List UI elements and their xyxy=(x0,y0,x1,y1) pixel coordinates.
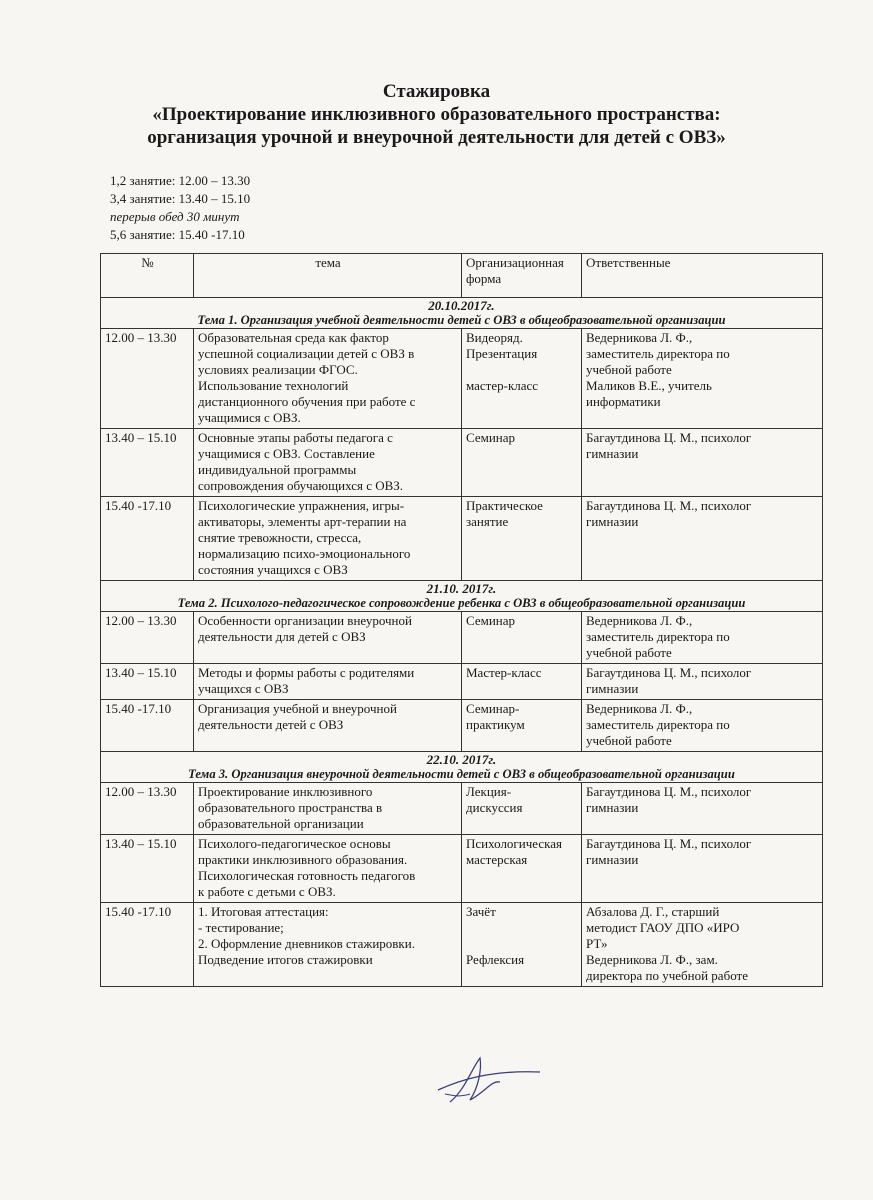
row-responsible-line: Багаутдинова Ц. М., психолог xyxy=(586,498,752,513)
row-topic-line: нормализацию психо-эмоционального xyxy=(198,546,411,561)
row-responsible xyxy=(582,783,823,835)
row-responsible xyxy=(582,835,823,903)
row-responsible-line: методист ГАОУ ДПО «ИРО xyxy=(586,920,740,935)
row-topic xyxy=(194,700,462,752)
row-responsible-line: Багаутдинова Ц. М., психолог xyxy=(586,665,752,680)
row-topic-line: деятельности детей с ОВЗ xyxy=(198,717,344,732)
day-header-row xyxy=(101,752,823,783)
row-responsible-line: заместитель директора по xyxy=(586,629,730,644)
row-time: 13.40 – 15.10 xyxy=(101,429,194,497)
title-line-2: «Проектирование инклюзивного образовательного пространства: xyxy=(152,104,721,125)
row-topic-line: Психолого-педагогическое основы xyxy=(198,836,391,851)
row-responsible-line: РТ» xyxy=(586,936,608,951)
row-form-line xyxy=(466,362,578,378)
row-topic-line: состояния учащихся с ОВЗ xyxy=(198,562,348,577)
table-row xyxy=(101,903,823,987)
row-time: 15.40 -17.10 xyxy=(101,903,194,987)
table-row xyxy=(101,329,823,429)
row-responsible-line: Багаутдинова Ц. М., психолог xyxy=(586,430,752,445)
row-time: 12.00 – 13.30 xyxy=(101,612,194,664)
day-theme: Тема 2. Психолого-педагогическое сопровождение ребенка с ОВЗ в общеобразовательной организации xyxy=(177,596,746,610)
row-responsible-line: гимназии xyxy=(586,852,639,867)
row-topic xyxy=(194,783,462,835)
row-topic-line: деятельности для детей с ОВЗ xyxy=(198,629,366,644)
table-row xyxy=(101,700,823,752)
schedule-block xyxy=(110,172,250,244)
day-header-cell xyxy=(101,298,823,329)
row-responsible-line: Абзалова Д. Г., старший xyxy=(586,904,720,919)
row-topic-line: Использование технологий xyxy=(198,378,349,393)
title-line-3: организация урочной и внеурочной деятельности для детей с ОВЗ» xyxy=(147,127,726,148)
day-header-cell xyxy=(101,581,823,612)
row-topic-line: индивидуальной программы xyxy=(198,462,357,477)
row-form-line: мастерская xyxy=(466,852,528,867)
row-topic-line: Основные этапы работы педагога с xyxy=(198,430,393,445)
row-topic-line: дистанционного обучения при работе с xyxy=(198,394,416,409)
row-topic-line: Подведение итогов стажировки xyxy=(198,952,373,967)
row-time: 12.00 – 13.30 xyxy=(101,329,194,429)
schedule-lunch-break: перерыв обед 30 минут xyxy=(110,209,240,224)
row-topic-line: сопровождения обучающихся с ОВЗ. xyxy=(198,478,404,493)
row-form-line xyxy=(466,936,578,952)
program-table xyxy=(100,253,823,987)
row-topic-line: учащимися с ОВЗ. xyxy=(198,410,301,425)
row-responsible-line: Ведерникова Л. Ф., xyxy=(586,701,693,716)
row-responsible-line: гимназии xyxy=(586,446,639,461)
row-topic-line: Психологическая готовность педагогов xyxy=(198,868,416,883)
table-row xyxy=(101,664,823,700)
row-form-line: занятие xyxy=(466,514,509,529)
day-date: 20.10.2017г. xyxy=(428,298,495,313)
row-topic-line: успешной социализации детей с ОВЗ в xyxy=(198,346,415,361)
row-form-line: Зачёт xyxy=(466,904,496,919)
row-topic-line: условиях реализации ФГОС. xyxy=(198,362,358,377)
row-responsible-line: гимназии xyxy=(586,800,639,815)
row-responsible-line: информатики xyxy=(586,394,661,409)
day-theme: Тема 1. Организация учебной деятельности детей с ОВЗ в общеобразовательной организации xyxy=(197,313,726,327)
row-time: 15.40 -17.10 xyxy=(101,700,194,752)
row-responsible-line: учебной работе xyxy=(586,362,672,377)
row-responsible-line: заместитель директора по xyxy=(586,346,730,361)
row-topic-line: образовательной организации xyxy=(198,816,364,831)
row-time: 12.00 – 13.30 xyxy=(101,783,194,835)
row-responsible-line: гимназии xyxy=(586,681,639,696)
row-topic xyxy=(194,612,462,664)
row-responsible xyxy=(582,903,823,987)
day-header-row xyxy=(101,581,823,612)
row-responsible xyxy=(582,429,823,497)
row-topic xyxy=(194,903,462,987)
row-topic-line: практики инклюзивного образования. xyxy=(198,852,408,867)
row-topic xyxy=(194,497,462,581)
row-responsible-line: Маликов В.Е., учитель xyxy=(586,378,712,393)
row-topic-line: образовательного пространства в xyxy=(198,800,383,815)
row-time: 13.40 – 15.10 xyxy=(101,835,194,903)
row-form-line xyxy=(466,920,578,936)
schedule-session-1: 1,2 занятие: 12.00 – 13.30 xyxy=(110,173,251,188)
day-header-row xyxy=(101,298,823,329)
table-row xyxy=(101,612,823,664)
row-topic-line: Психологические упражнения, игры- xyxy=(198,498,405,513)
row-topic-line: Особенности организации внеурочной xyxy=(198,613,412,628)
row-form-line: Семинар xyxy=(466,430,516,445)
row-topic xyxy=(194,429,462,497)
row-form-line: Рефлексия xyxy=(466,952,525,967)
table-header-row xyxy=(101,254,823,298)
row-responsible-line: гимназии xyxy=(586,514,639,529)
table-row xyxy=(101,429,823,497)
row-responsible-line: учебной работе xyxy=(586,733,672,748)
row-topic-line: активаторы, элементы арт-терапии на xyxy=(198,514,407,529)
row-topic-line: снятие тревожности, стресса, xyxy=(198,530,362,545)
row-topic-line: учащимися с ОВЗ. Составление xyxy=(198,446,375,461)
row-topic-line: - тестирование; xyxy=(198,920,284,935)
row-form xyxy=(462,835,582,903)
table-row xyxy=(101,835,823,903)
signature-icon xyxy=(430,1050,550,1110)
title-line-1: Стажировка xyxy=(382,81,491,102)
schedule-session-3: 5,6 занятие: 15.40 -17.10 xyxy=(110,227,245,242)
row-form xyxy=(462,429,582,497)
row-topic-line: Методы и формы работы с родителями xyxy=(198,665,415,680)
row-form-line: практикум xyxy=(466,717,525,732)
row-form xyxy=(462,903,582,987)
row-topic-line: 1. Итоговая аттестация: xyxy=(198,904,329,919)
row-topic-line: 2. Оформление дневников стажировки. xyxy=(198,936,415,951)
row-topic-line: учащихся с ОВЗ xyxy=(198,681,289,696)
table-row xyxy=(101,497,823,581)
schedule-session-2: 3,4 занятие: 13.40 – 15.10 xyxy=(110,191,251,206)
row-time: 15.40 -17.10 xyxy=(101,497,194,581)
row-form-line: мастер-класс xyxy=(466,378,539,393)
row-topic xyxy=(194,329,462,429)
table-row xyxy=(101,783,823,835)
row-responsible xyxy=(582,700,823,752)
row-responsible xyxy=(582,664,823,700)
header-num: № xyxy=(101,254,194,298)
row-form-line: Презентация xyxy=(466,346,538,361)
row-form-line: Мастер-класс xyxy=(466,665,542,680)
row-responsible xyxy=(582,497,823,581)
row-form xyxy=(462,783,582,835)
day-theme: Тема 3. Организация внеурочной деятельности детей с ОВЗ в общеобразовательной организации xyxy=(188,767,735,781)
row-topic xyxy=(194,835,462,903)
row-form-line: дискуссия xyxy=(466,800,523,815)
row-form-line: Семинар xyxy=(466,613,516,628)
row-form-line: Семинар- xyxy=(466,701,520,716)
row-topic-line: Организация учебной и внеурочной xyxy=(198,701,397,716)
row-responsible-line: Ведерникова Л. Ф., зам. xyxy=(586,952,718,967)
row-responsible xyxy=(582,612,823,664)
row-form-line: Видеоряд. xyxy=(466,330,523,345)
row-form xyxy=(462,700,582,752)
row-form xyxy=(462,497,582,581)
row-topic-line: Проектирование инклюзивного xyxy=(198,784,373,799)
page-title xyxy=(0,80,873,149)
row-time: 13.40 – 15.10 xyxy=(101,664,194,700)
day-date: 22.10. 2017г. xyxy=(426,752,497,767)
row-responsible-line: Ведерникова Л. Ф., xyxy=(586,613,693,628)
day-date: 21.10. 2017г. xyxy=(426,581,497,596)
row-responsible-line: учебной работе xyxy=(586,645,672,660)
row-topic xyxy=(194,664,462,700)
row-form xyxy=(462,329,582,429)
header-topic: тема xyxy=(194,254,462,298)
row-form-line: Психологическая xyxy=(466,836,562,851)
row-topic-line: к работе с детьми с ОВЗ. xyxy=(198,884,336,899)
row-form-line: Практическое xyxy=(466,498,543,513)
row-responsible xyxy=(582,329,823,429)
header-form: Организационная форма xyxy=(462,254,582,298)
row-responsible-line: Багаутдинова Ц. М., психолог xyxy=(586,836,752,851)
row-form xyxy=(462,664,582,700)
row-responsible-line: Ведерникова Л. Ф., xyxy=(586,330,693,345)
row-topic-line: Образовательная среда как фактор xyxy=(198,330,389,345)
day-header-cell xyxy=(101,752,823,783)
row-responsible-line: директора по учебной работе xyxy=(586,968,748,983)
row-form-line: Лекция- xyxy=(466,784,512,799)
header-responsible: Ответственные xyxy=(582,254,823,298)
row-responsible-line: Багаутдинова Ц. М., психолог xyxy=(586,784,752,799)
row-form xyxy=(462,612,582,664)
row-responsible-line: заместитель директора по xyxy=(586,717,730,732)
